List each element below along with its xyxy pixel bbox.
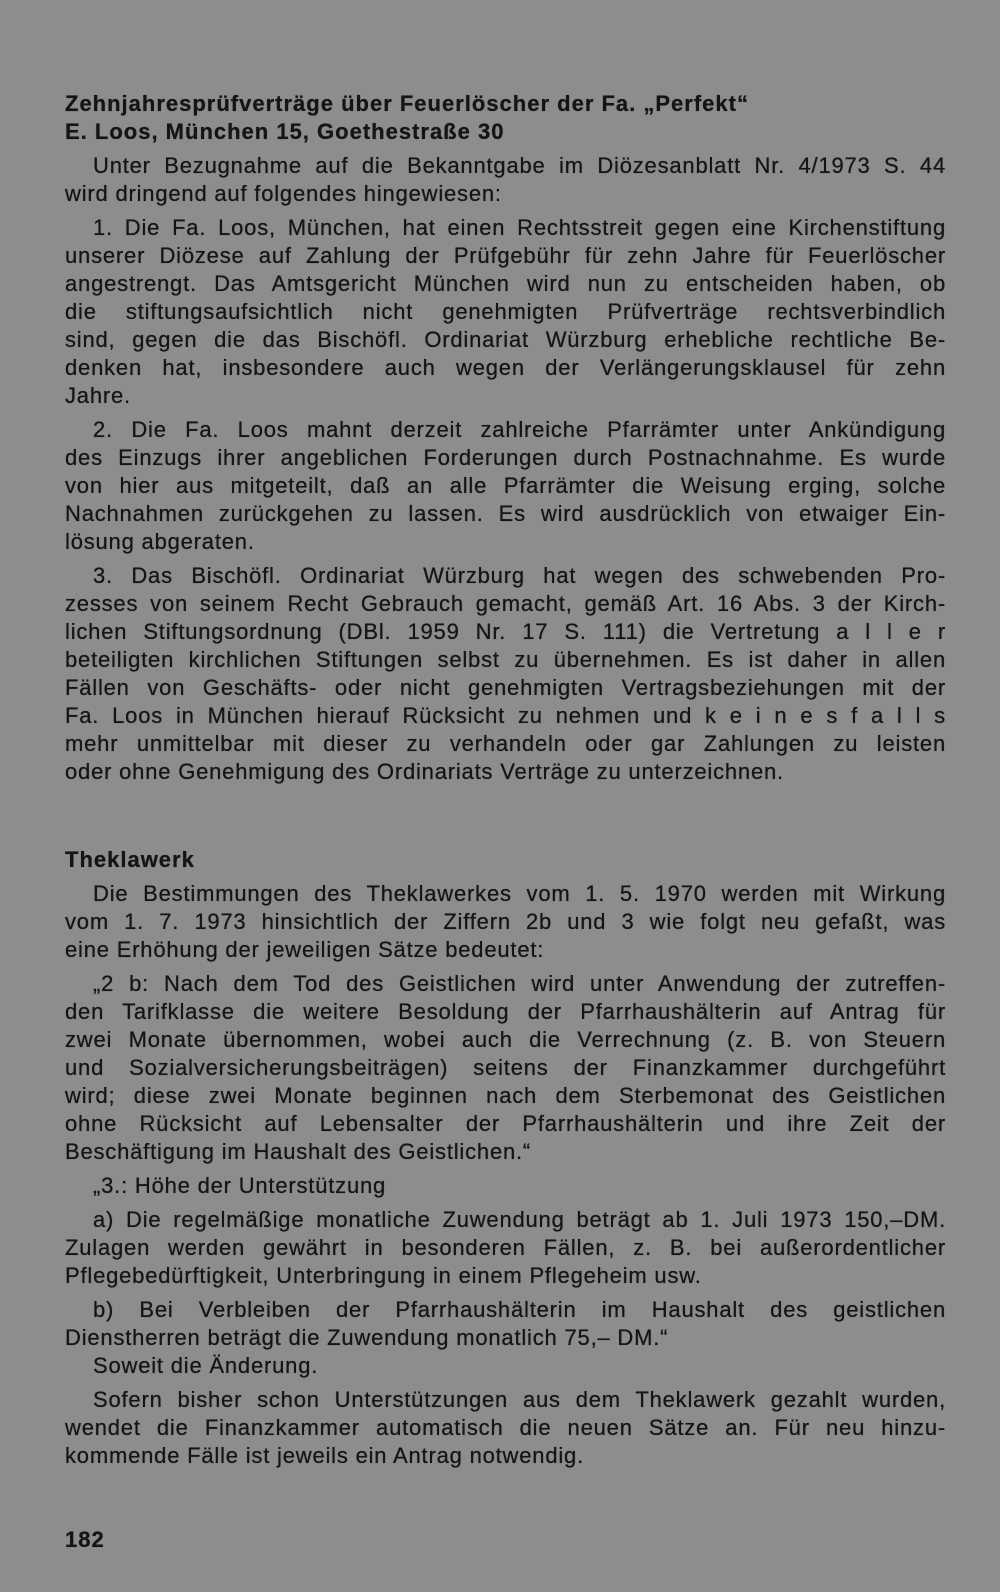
text-line: angestrengt. Das Amtsgericht München wird nun zu entscheiden haben, ob [65,271,946,296]
text-line: beteiligten kirchlichen Stiftungen selbst zu übernehmen. Es ist daher in allen [65,647,946,672]
text-line: Nachnahmen zurückgehen zu lassen. Es wird ausdrücklich von etwaiger Ein- [65,501,946,526]
text-line: wendet die Finanzkammer automatisch die neuen Sätze an. Für neu hinzu- [65,1415,946,1440]
paragraph-item-2 [65,416,946,556]
text-line: „3.: Höhe der Unterstützung [93,1173,387,1198]
text-line: sind, gegen die das Bischöfl. Ordinariat Würzburg erhebliche rechtliche Be- [65,327,946,352]
text-line: zesses von seinem Recht Gebrauch gemacht, gemäß Art. 16 Abs. 3 der Kirch- [65,591,946,616]
text-line: oder ohne Genehmigung des Ordinariats Verträge zu unterzeichnen. [65,759,784,784]
section-theklawerk [65,846,946,1470]
text-line: a) Die regelmäßige monatliche Zuwendung beträgt ab 1. Juli 1973 150,–DM. [93,1207,946,1232]
paragraph-item-3 [65,562,946,786]
text-line: die stiftungsaufsichtlich nicht genehmigten Prüfverträge rechtsverbindlich [65,299,946,324]
text-line: wird; diese zwei Monate beginnen nach dem Sterbemonat des Geistlichen [65,1083,946,1108]
text-line: mehr unmittelbar mit dieser zu verhandeln oder gar Zahlungen zu leisten [65,731,946,756]
text-line: vom 1. 7. 1973 hinsichtlich der Ziffern 2b und 3 wie folgt neu gefaßt, was [65,909,946,934]
section-feuerloescher [65,90,946,786]
text-line: Beschäftigung im Haushalt des Geistlichen.“ [65,1139,532,1164]
text-line: Die Bestimmungen des Theklawerkes vom 1. 5. 1970 werden mit Wirkung [93,881,946,906]
text-line: von hier aus mitgeteilt, daß an alle Pfarrämter die Weisung erging, solche [65,473,946,498]
text-line: und Sozialversicherungsbeiträgen) seitens der Finanzkammer durchgeführt [65,1055,946,1080]
text-line: Soweit die Änderung. [93,1353,319,1378]
paragraph-intro [65,880,946,964]
text-line: Fa. Loos in München hierauf Rücksicht zu nehmen und k e i n e s f a l l s [65,703,946,728]
text-line: eine Erhöhung der jeweiligen Sätze bedeutet: [65,937,545,962]
section-subheading: E. Loos, München 15, Goethestraße 30 [65,119,505,144]
text-line: kommende Fälle ist jeweils ein Antrag notwendig. [65,1443,584,1468]
text-line: den Tarifklasse die weitere Besoldung der Pfarrhaushälterin auf Antrag für [65,999,946,1024]
text-line: 1. Die Fa. Loos, München, hat einen Rechtsstreit gegen eine Kirchenstiftung [93,215,946,240]
text-line: ohne Rücksicht auf Lebensalter der Pfarrhaushälterin und ihre Zeit der [65,1111,946,1136]
text-line: Sofern bisher schon Unterstützungen aus dem Theklawerk gezahlt wurden, [93,1387,946,1412]
page-number: 182 [65,1527,105,1552]
paragraph-clause-2b [65,970,946,1166]
text-line: des Einzugs ihrer angeblichen Forderungen durch Postnachnahme. Es wurde [65,445,946,470]
paragraph-clause-3a [65,1206,946,1290]
text-line: Zulagen werden gewährt in besonderen Fällen, z. B. bei außerordentlicher [65,1235,946,1260]
paragraph-final [65,1386,946,1470]
paragraph-item-1 [65,214,946,410]
text-line: zwei Monate übernommen, wobei auch die Verrechnung (z. B. von Steuern [65,1027,946,1052]
text-line: Fällen von Geschäfts- oder nicht genehmigten Vertragsbeziehungen mit der [65,675,946,700]
paragraph-clause-3-title [65,1172,946,1200]
text-line: b) Bei Verbleiben der Pfarrhaushälterin im Haushalt des geistlichen [93,1297,946,1322]
text-line: denken hat, insbesondere auch wegen der Verlängerungsklausel für zehn [65,355,946,380]
paragraph-clause-3b [65,1296,946,1352]
text-line: Dienstherren beträgt die Zuwendung monatlich 75,– DM.“ [65,1325,669,1350]
text-line: Jahre. [65,383,131,408]
paragraph-intro [65,152,946,208]
section-heading: Theklawerk [65,847,195,872]
paragraph-closing-note [65,1352,946,1380]
section-heading: Zehnjahresprüfverträge über Feuerlöscher der Fa. „Perfekt“ [65,91,749,116]
text-line: 2. Die Fa. Loos mahnt derzeit zahlreiche Pfarrämter unter Ankündigung [93,417,946,442]
text-line: Unter Bezugnahme auf die Bekanntgabe im Diözesanblatt Nr. 4/1973 S. 44 [93,153,946,178]
text-line: „2 b: Nach dem Tod des Geistlichen wird unter Anwendung der zutreffen- [93,971,946,996]
text-line: unserer Diözese auf Zahlung der Prüfgebühr für zehn Jahre für Feuerlöscher [65,243,946,268]
text-line: Pflegebedürftigkeit, Unterbringung in einem Pflegeheim usw. [65,1263,702,1288]
text-line: wird dringend auf folgendes hingewiesen: [65,181,502,206]
text-line: 3. Das Bischöfl. Ordinariat Würzburg hat wegen des schwebenden Pro- [93,563,946,588]
text-line: lichen Stiftungsordnung (DBl. 1959 Nr. 17 S. 111) die Vertretung a l l e r [65,619,946,644]
text-line: lösung abgeraten. [65,529,255,554]
